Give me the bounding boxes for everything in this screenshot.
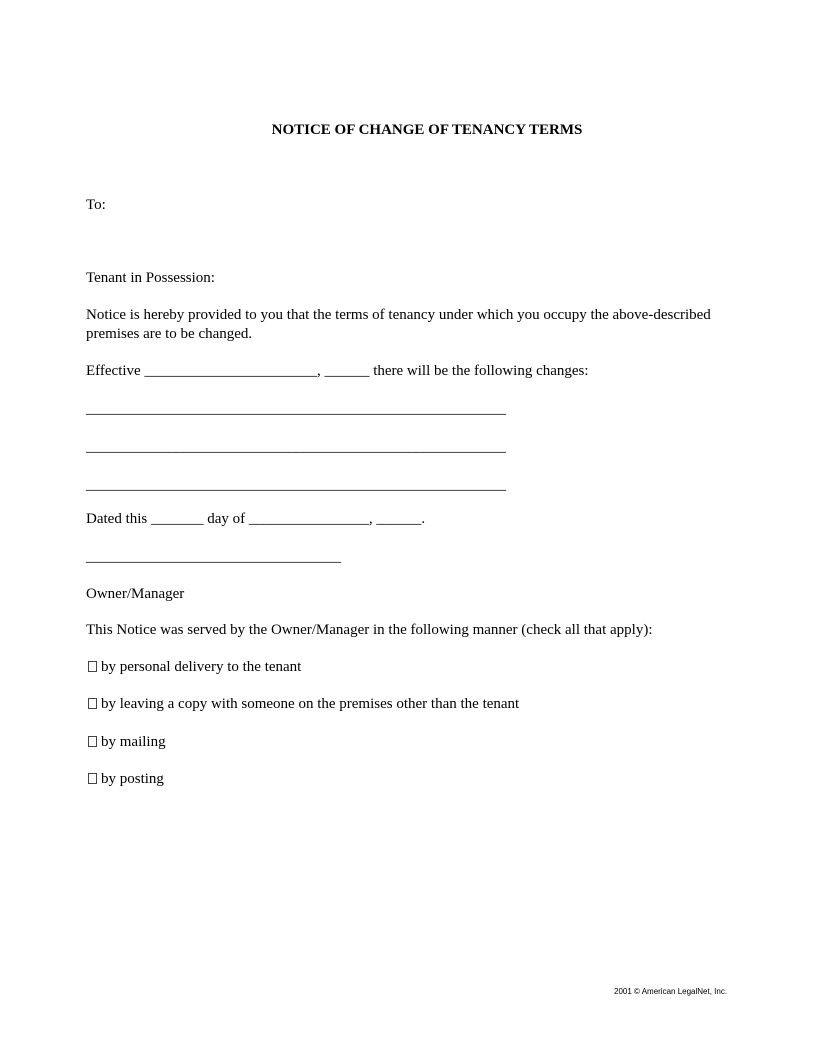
service-option-label: by personal delivery to the tenant	[101, 659, 302, 675]
service-option-label: by leaving a copy with someone on the premises other than the tenant	[101, 696, 520, 712]
copyright-footer: 2001 © American LegalNet, Inc.	[614, 987, 728, 996]
change-line: ________________________________________________________	[86, 477, 506, 493]
service-option-leaving-copy[interactable]	[86, 695, 519, 713]
change-line: ________________________________________________________	[86, 439, 506, 455]
owner-manager-label: Owner/Manager	[86, 586, 185, 602]
checkbox-icon[interactable]	[88, 698, 97, 709]
service-option-label: by mailing	[101, 734, 166, 750]
checkbox-icon[interactable]	[88, 736, 97, 747]
tenant-in-possession-label: Tenant in Possession:	[86, 270, 215, 286]
service-option-label: by posting	[101, 771, 164, 787]
checkbox-icon[interactable]	[88, 661, 97, 672]
service-option-mailing[interactable]	[86, 733, 166, 751]
service-option-posting[interactable]	[86, 770, 164, 788]
notice-paragraph: Notice is hereby provided to you that the terms of tenancy under which you occupy the above-described premises are to be changed.	[86, 307, 711, 342]
dated-line: Dated this _______ day of ________________, ______.	[86, 511, 426, 527]
served-statement: This Notice was served by the Owner/Manager in the following manner (check all that apply):	[86, 622, 653, 638]
change-line: ________________________________________________________	[86, 401, 506, 417]
document-title: NOTICE OF CHANGE OF TENANCY TERMS	[271, 122, 583, 138]
signature-line: __________________________________	[86, 549, 341, 565]
effective-date-line: Effective _______________________, ______ there will be the following changes:	[86, 363, 589, 379]
checkbox-icon[interactable]	[88, 773, 97, 784]
service-option-personal-delivery[interactable]	[86, 658, 301, 676]
to-label: To:	[86, 197, 106, 213]
